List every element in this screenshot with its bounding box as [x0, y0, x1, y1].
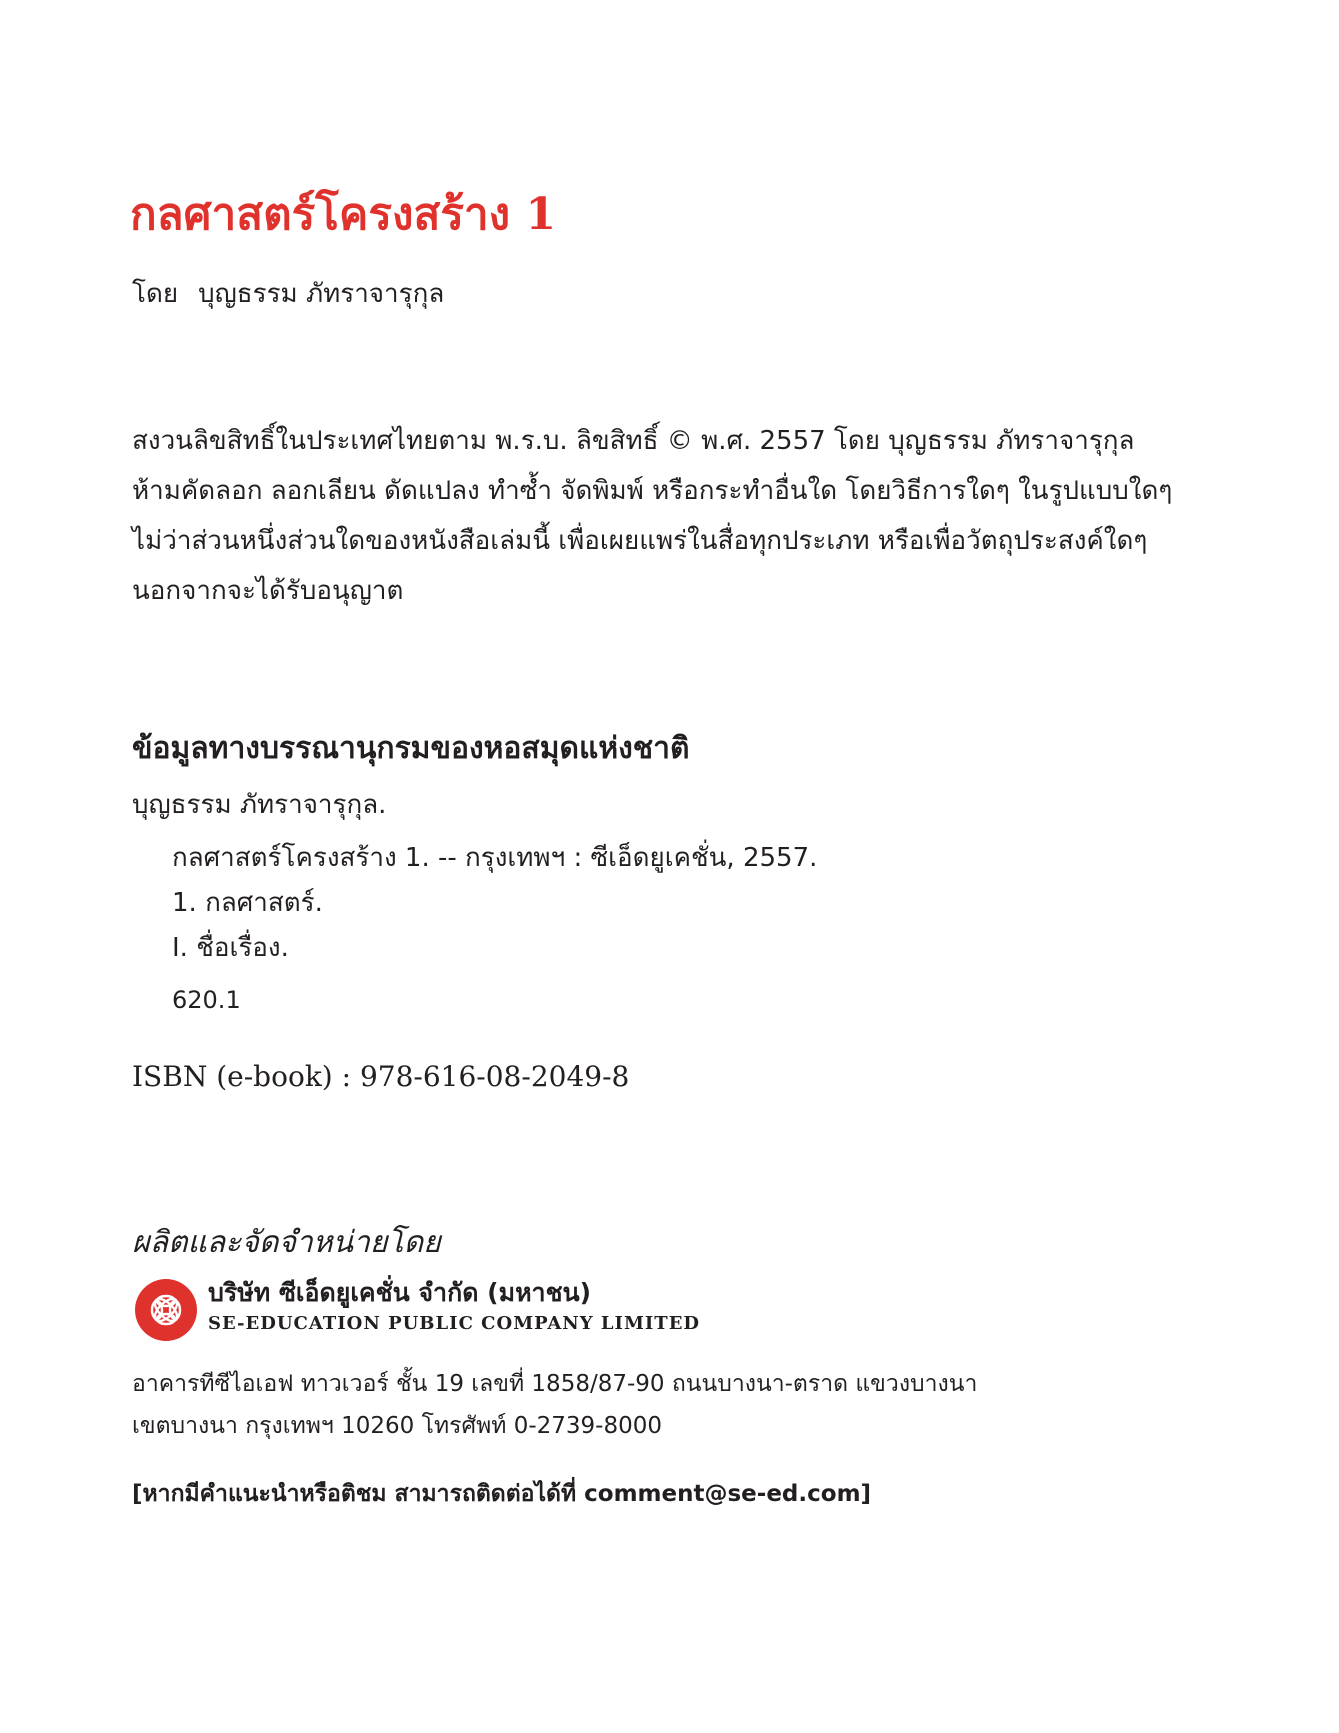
cip-entry: I. ชื่อเรื่อง.: [172, 933, 289, 963]
byline-prefix: โดย: [132, 279, 179, 309]
cip-heading: ข้อมูลทางบรรณานุกรมของหอสมุดแห่งชาติ: [132, 731, 690, 766]
cip-author: บุญธรรม ภัทราจารุกุล.: [132, 790, 387, 820]
book-title: กลศาสตร์โครงสร้าง 1: [130, 189, 557, 240]
company-name-thai: บริษัท ซีเอ็ดยูเคชั่น จำกัด (มหาชน): [208, 1278, 592, 1307]
copyright-line: สงวนลิขสิทธิ์ในประเทศไทยตาม พ.ร.บ. ลิขสิทธิ์ © พ.ศ. 2557 โดย บุญธรรม ภัทราจารุกุล: [132, 426, 1135, 456]
feedback-contact: [หากมีคำแนะนำหรือติชม สามารถติดต่อได้ที่ comment@se-ed.com]: [132, 1481, 872, 1507]
cip-classification: 620.1: [172, 986, 241, 1014]
company-name-english: SE-EDUCATION PUBLIC COMPANY LIMITED: [208, 1313, 701, 1334]
copyright-line: ไม่ว่าส่วนหนึ่งส่วนใดของหนังสือเล่มนี้ เพื่อเผยแพร่ในสื่อทุกประเภท หรือเพื่อวัตถุประสงค์ใดๆ: [132, 526, 1148, 556]
distributed-by-label: ผลิตและจัดจำหน่ายโดย: [132, 1225, 441, 1260]
cip-entry: 1. กลศาสตร์.: [172, 888, 323, 918]
copyright-notice: [132, 416, 1172, 616]
publisher-address: [132, 1363, 977, 1447]
address-line: อาคารทีซีไอเอฟ ทาวเวอร์ ชั้น 19 เลขที่ 1858/87-90 ถนนบางนา-ตราด แขวงบางนา: [132, 1371, 978, 1397]
byline: [132, 274, 444, 314]
cip-entries: [172, 836, 817, 971]
byline-author: บุญธรรม ภัทราจารุกุล: [198, 279, 445, 309]
publisher-logo-icon: [134, 1278, 198, 1342]
logo-circle: [135, 1279, 197, 1341]
copyright-line: ห้ามคัดลอก ลอกเลียน ดัดแปลง ทำซ้ำ จัดพิมพ์ หรือกระทำอื่นใด โดยวิธีการใดๆ ในรูปแบบใดๆ: [132, 476, 1173, 506]
address-line: เขตบางนา กรุงเทพฯ 10260 โทรศัพท์ 0-2739-8000: [132, 1413, 663, 1439]
isbn: ISBN (e-book) : 978-616-08-2049-8: [132, 1060, 630, 1093]
copyright-line: นอกจากจะได้รับอนุญาต: [132, 576, 404, 606]
cip-entry: กลศาสตร์โครงสร้าง 1. -- กรุงเทพฯ : ซีเอ็ดยูเคชั่น, 2557.: [172, 843, 818, 873]
